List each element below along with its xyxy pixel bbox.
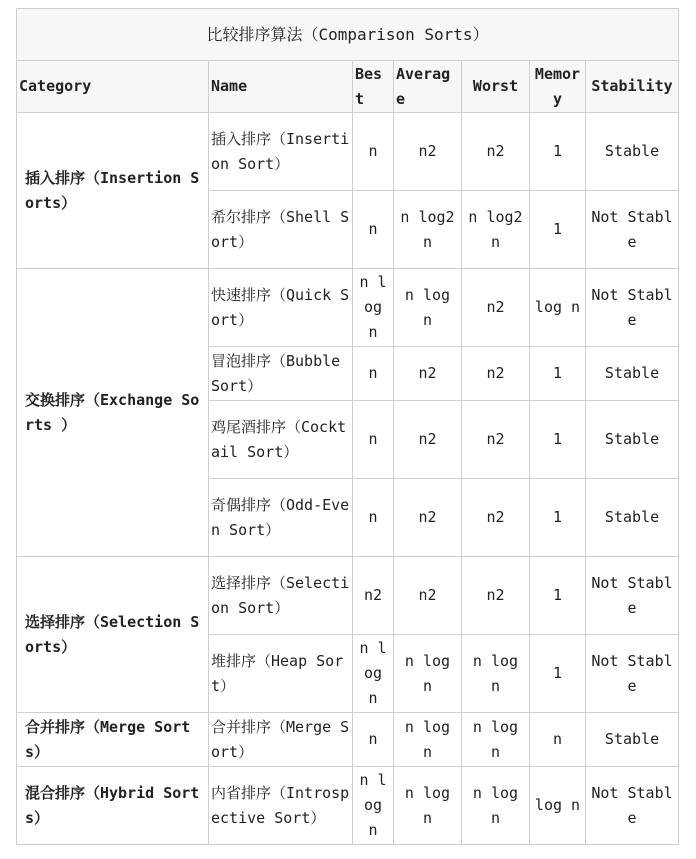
algorithm-name: 奇偶排序（Odd-Even Sort）: [209, 479, 353, 557]
stability-cell: Not Stable: [586, 635, 679, 713]
best-cell: n: [353, 347, 394, 401]
average-cell: n log2 n: [394, 191, 462, 269]
average-cell: n2: [394, 401, 462, 479]
stability-cell: Not Stable: [586, 767, 679, 845]
table-body: [17, 113, 679, 845]
category-cell: 选择排序（Selection Sorts）: [17, 557, 209, 713]
table-row: [17, 767, 679, 845]
table-row: [17, 113, 679, 191]
worst-cell: n log2 n: [462, 191, 530, 269]
stability-cell: Stable: [586, 713, 679, 767]
average-cell: n log n: [394, 269, 462, 347]
stability-cell: Not Stable: [586, 269, 679, 347]
best-cell: n: [353, 479, 394, 557]
algorithm-name: 堆排序（Heap Sort）: [209, 635, 353, 713]
header-name: Name: [209, 61, 353, 113]
worst-cell: n2: [462, 557, 530, 635]
average-cell: n2: [394, 347, 462, 401]
table-row: [17, 269, 679, 347]
algorithm-name: 快速排序（Quick Sort）: [209, 269, 353, 347]
memory-cell: log n: [530, 767, 586, 845]
average-cell: n log n: [394, 767, 462, 845]
header-row: [17, 61, 679, 113]
memory-cell: log n: [530, 269, 586, 347]
best-cell: n: [353, 713, 394, 767]
table-title: 比较排序算法（Comparison Sorts）: [17, 9, 679, 61]
header-memory: Memory: [530, 61, 586, 113]
memory-cell: 1: [530, 401, 586, 479]
header-stability: Stability: [586, 61, 679, 113]
algorithm-name: 鸡尾酒排序（Cocktail Sort）: [209, 401, 353, 479]
worst-cell: n2: [462, 479, 530, 557]
worst-cell: n2: [462, 269, 530, 347]
average-cell: n2: [394, 113, 462, 191]
worst-cell: n2: [462, 113, 530, 191]
best-cell: n log n: [353, 635, 394, 713]
category-cell: 混合排序（Hybrid Sorts）: [17, 767, 209, 845]
worst-cell: n log n: [462, 635, 530, 713]
memory-cell: 1: [530, 113, 586, 191]
memory-cell: 1: [530, 557, 586, 635]
comparison-sorts-table: [16, 8, 679, 845]
worst-cell: n log n: [462, 767, 530, 845]
stability-cell: Not Stable: [586, 191, 679, 269]
category-cell: 交换排序（Exchange Sorts ）: [17, 269, 209, 557]
stability-cell: Stable: [586, 113, 679, 191]
worst-cell: n log n: [462, 713, 530, 767]
best-cell: n log n: [353, 269, 394, 347]
stability-cell: Stable: [586, 401, 679, 479]
best-cell: n2: [353, 557, 394, 635]
best-cell: n: [353, 401, 394, 479]
average-cell: n log n: [394, 635, 462, 713]
average-cell: n log n: [394, 713, 462, 767]
stability-cell: Stable: [586, 347, 679, 401]
table-row: [17, 713, 679, 767]
worst-cell: n2: [462, 401, 530, 479]
memory-cell: 1: [530, 635, 586, 713]
best-cell: n log n: [353, 767, 394, 845]
algorithm-name: 插入排序（Insertion Sort）: [209, 113, 353, 191]
algorithm-name: 冒泡排序（Bubble Sort）: [209, 347, 353, 401]
algorithm-name: 合并排序（Merge Sort）: [209, 713, 353, 767]
algorithm-name: 选择排序（Selection Sort）: [209, 557, 353, 635]
header-best: Best: [353, 61, 394, 113]
best-cell: n: [353, 113, 394, 191]
memory-cell: 1: [530, 191, 586, 269]
best-cell: n: [353, 191, 394, 269]
memory-cell: n: [530, 713, 586, 767]
algorithm-name: 内省排序（Introspective Sort）: [209, 767, 353, 845]
memory-cell: 1: [530, 479, 586, 557]
stability-cell: Not Stable: [586, 557, 679, 635]
category-cell: 插入排序（Insertion Sorts）: [17, 113, 209, 269]
header-worst: Worst: [462, 61, 530, 113]
average-cell: n2: [394, 479, 462, 557]
memory-cell: 1: [530, 347, 586, 401]
category-cell: 合并排序（Merge Sorts）: [17, 713, 209, 767]
average-cell: n2: [394, 557, 462, 635]
stability-cell: Stable: [586, 479, 679, 557]
header-category: Category: [17, 61, 209, 113]
header-average: Average: [394, 61, 462, 113]
worst-cell: n2: [462, 347, 530, 401]
table-row: [17, 557, 679, 635]
algorithm-name: 希尔排序（Shell Sort）: [209, 191, 353, 269]
